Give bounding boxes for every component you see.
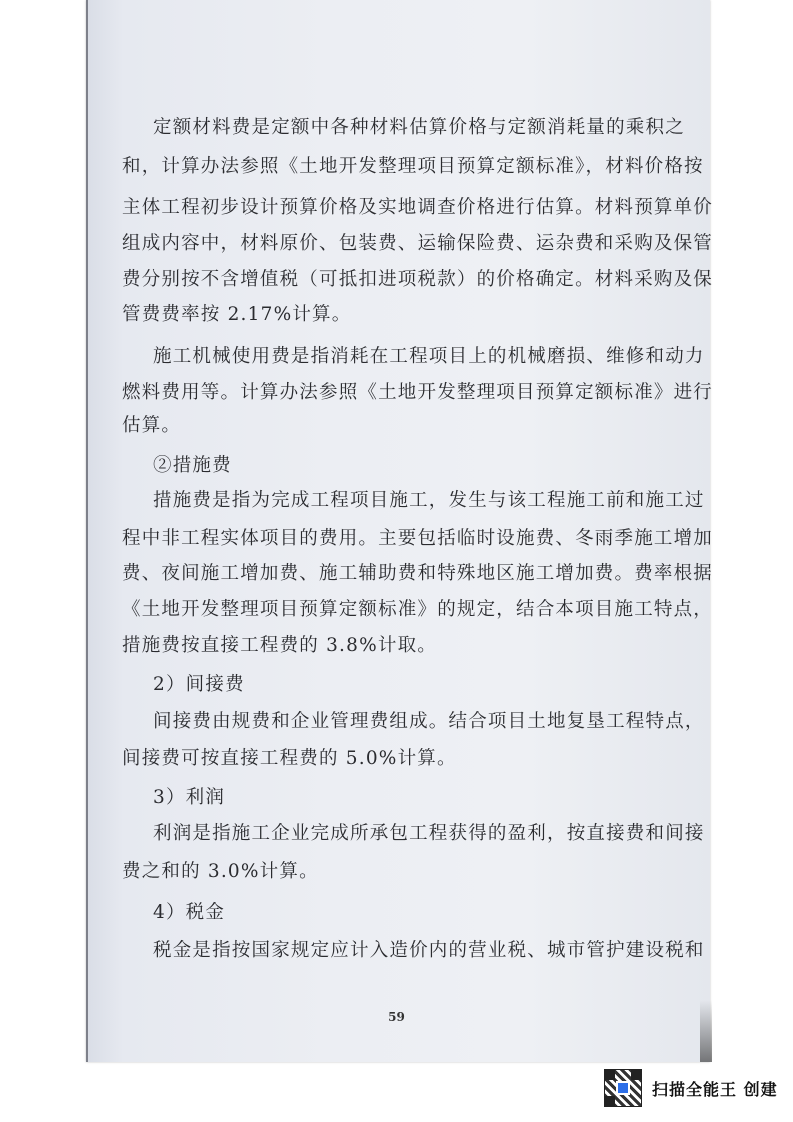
text-line: 措施费按直接工程费的 3.8%计取。 <box>122 635 437 656</box>
section-heading: 2）间接费 <box>153 674 245 695</box>
text-line: 组成内容中，材料原价、包装费、运输保险费、运杂费和采购及保管 <box>122 233 714 254</box>
text-line: 间接费由规费和企业管理费组成。结合项目土地复垦工程特点， <box>153 711 705 732</box>
text-line: 间接费可按直接工程费的 5.0%计算。 <box>122 748 457 769</box>
text-line: 估算。 <box>122 415 182 436</box>
text-line: 费、夜间施工增加费、施工辅助费和特殊地区施工增加费。费率根据 <box>122 563 714 584</box>
qr-code-icon <box>604 1069 642 1107</box>
qr-logo <box>616 1081 630 1095</box>
text-line: 费之和的 3.0%计算。 <box>122 861 319 882</box>
text-line: 费分别按不含增值税（可抵扣进项税款）的价格确定。材料采购及保 <box>122 269 714 290</box>
page-number: 59 <box>388 1010 405 1024</box>
page-edge <box>86 0 88 1062</box>
section-heading: 4）税金 <box>153 902 226 923</box>
watermark-text: 扫描全能王 创建 <box>652 1079 778 1099</box>
text-line: 施工机械使用费是指消耗在工程项目上的机械磨损、维修和动力 <box>153 346 705 367</box>
text-line: 和，计算办法参照《土地开发整理项目预算定额标准》，材料价格按 <box>122 156 704 177</box>
text-line: 程中非工程实体项目的费用。主要包括临时设施费、冬雨季施工增加 <box>122 528 714 549</box>
text-line: 燃料费用等。计算办法参照《土地开发整理项目预算定额标准》进行 <box>122 382 714 403</box>
text-line: 主体工程初步设计预算价格及实地调查价格进行估算。材料预算单价 <box>122 197 714 218</box>
text-line: 《土地开发整理项目预算定额标准》的规定，结合本项目施工特点， <box>122 599 714 620</box>
section-heading: 3）利润 <box>153 787 226 808</box>
scanner-watermark <box>604 1068 778 1108</box>
text-line: 税金是指按国家规定应计入造价内的营业税、城市管护建设税和 <box>153 940 705 961</box>
text-line: 措施费是指为完成工程项目施工，发生与该工程施工前和施工过 <box>153 490 705 511</box>
text-line: 管费费率按 2.17%计算。 <box>122 304 352 325</box>
section-heading: ②措施费 <box>153 455 232 476</box>
text-line: 定额材料费是定额中各种材料估算价格与定额消耗量的乘积之 <box>153 117 685 138</box>
text-line: 利润是指施工企业完成所承包工程获得的盈利，按直接费和间接 <box>153 823 705 844</box>
